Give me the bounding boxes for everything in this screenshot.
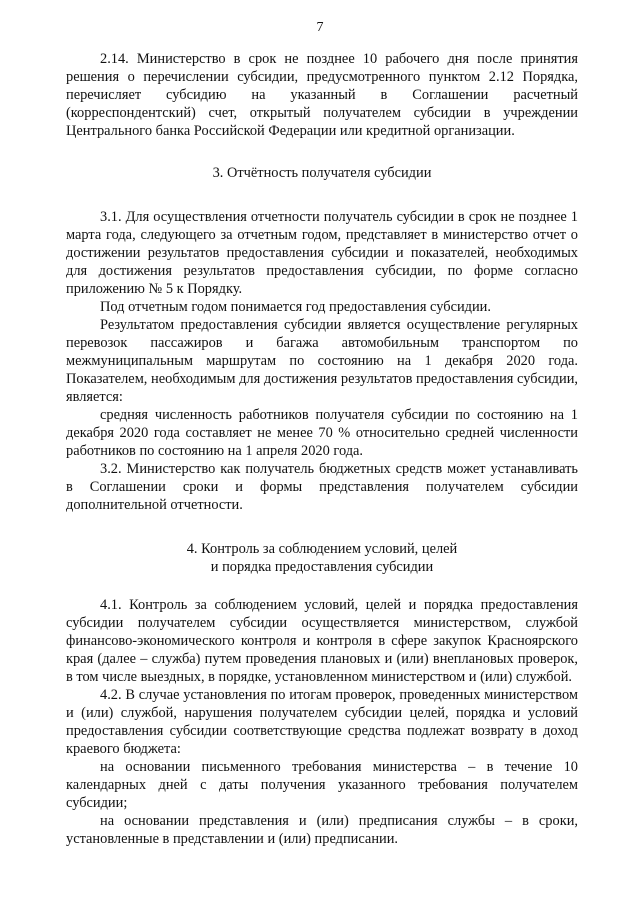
paragraph-4-1: 4.1. Контроль за соблюдением условий, целей и порядка предоставления субсидии получателем субсидии осуществляется министерством, службой финансово-экономического контроля и контроля в сфере закупок Красноярского края (далее – служба) путем проведения плановых и (или) внеплановых проверок, в том числе выездных, в порядке, установленном министерством и (или) службой. <box>66 597 578 685</box>
section-4-title <box>66 540 578 576</box>
page-number: 7 <box>316 20 324 35</box>
section-3-title: 3. Отчётность получателя субсидии <box>212 165 432 181</box>
section-4-title-line1: 4. Контроль за соблюдением условий, целей <box>186 541 458 557</box>
paragraph-4-2: 4.2. В случае установления по итогам проверок, проведенных министерством и (или) службой, нарушения получателем субсидии целей, порядка и условий предоставления субсидии соответствующие средства подлежат возврату в доход краевого бюджета: <box>66 687 578 757</box>
section-4-title-line2: и порядка предоставления субсидии <box>210 559 434 575</box>
paragraph-3-1: 3.1. Для осуществления отчетности получатель субсидии в срок не позднее 1 марта года, следующего за отчетным годом, представляет в министерство отчет о достижении результатов предоставления субсидии и показателей, необходимых для достижения результатов предоставления субсидии, по форме согласно приложению № 5 к Порядку. <box>66 209 578 297</box>
paragraph-service-order: на основании представления и (или) предписания службы – в сроки, установленные в представлении и (или) предписании. <box>66 813 578 847</box>
paragraph-reporting-year: Под отчетным годом понимается год предоставления субсидии. <box>100 299 491 315</box>
paragraph-3-2: 3.2. Министерство как получатель бюджетных средств может устанавливать в Соглашении сроки и формы представления получателем субсидии дополнительной отчетности. <box>66 461 578 513</box>
paragraph-written-demand: на основании письменного требования министерства – в течение 10 календарных дней с даты получения указанного требования получателем субсидии; <box>66 759 578 811</box>
paragraph-indicator: средняя численность работников получателя субсидии по состоянию на 1 декабря 2020 года составляет не менее 70 % относительно средней численности работников по состоянию на 1 апреля 2020 года. <box>66 407 578 459</box>
document-body <box>66 50 578 848</box>
paragraph-2-14: 2.14. Министерство в срок не позднее 10 рабочего дня после принятия решения о перечислении субсидии, предусмотренного пунктом 2.12 Порядка, перечисляет субсидию на указанный в Соглашении расчетный (корреспондентский) счет, открытый получателем субсидии в учреждении Центрального банка Российской Федерации или кредитной организации. <box>66 51 578 139</box>
paragraph-result: Результатом предоставления субсидии является осуществление регулярных перевозок пассажиров и багажа автомобильным транспортом по межмуниципальным маршрутам по состоянию на 1 декабря 2020 года. Показателем, необходимым для достижения результатов предоставления субсидии, является: <box>66 317 578 405</box>
